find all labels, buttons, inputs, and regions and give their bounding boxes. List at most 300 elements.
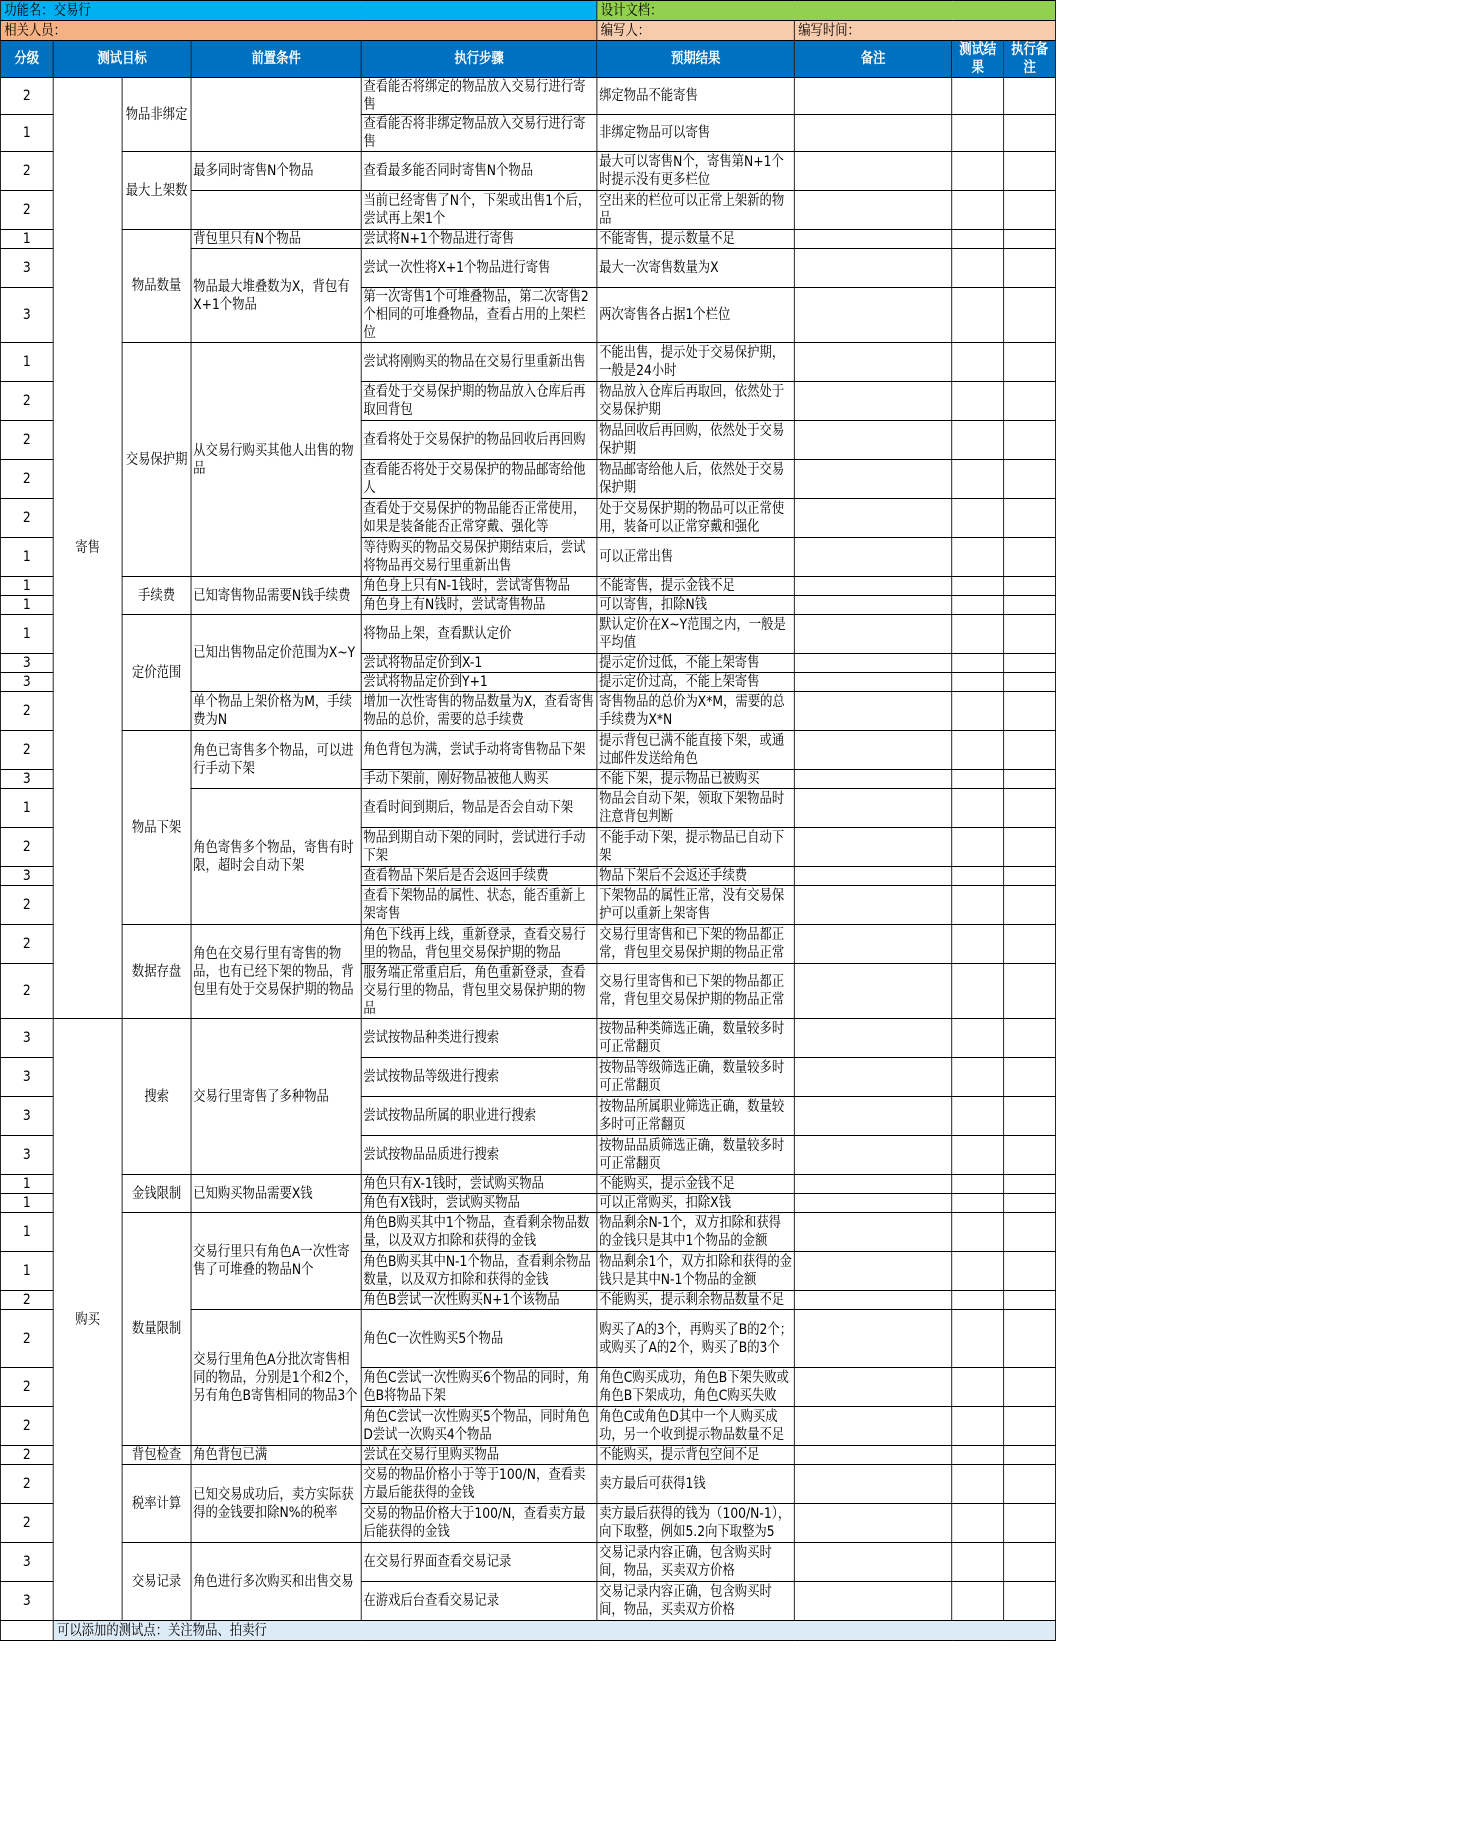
exec-remark-cell[interactable] xyxy=(1004,1504,1056,1543)
level-cell[interactable]: 1 xyxy=(0,1252,53,1291)
header-result[interactable]: 测试结果 xyxy=(952,41,1004,78)
category-cell[interactable]: 购买 xyxy=(53,1019,122,1621)
step-cell[interactable]: 查看下架物品的属性、状态，能否重新上架寄售 xyxy=(361,886,597,925)
write-time-cell[interactable]: 编写时间： xyxy=(794,21,1055,41)
result-cell[interactable] xyxy=(952,249,1004,288)
step-cell[interactable]: 第一次寄售1个可堆叠物品，第二次寄售2个相同的可堆叠物品，查看占用的上架栏位 xyxy=(361,288,597,343)
expected-cell[interactable]: 物品剩余1个，双方扣除和获得的金钱只是其中N-1个物品的金额 xyxy=(597,1252,794,1291)
level-cell[interactable]: 2 xyxy=(0,499,53,538)
result-cell[interactable] xyxy=(952,770,1004,789)
footer-note[interactable]: 可以添加的测试点：关注物品、拍卖行 xyxy=(53,1621,1055,1641)
expected-cell[interactable]: 交易记录内容正确，包含购买时间，物品，买卖双方价格 xyxy=(597,1543,794,1582)
level-cell[interactable]: 2 xyxy=(0,964,53,1019)
exec-remark-cell[interactable] xyxy=(1004,1368,1056,1407)
remark-cell[interactable] xyxy=(794,191,951,230)
result-cell[interactable] xyxy=(952,596,1004,615)
exec-remark-cell[interactable] xyxy=(1004,692,1056,731)
step-cell[interactable]: 等待购买的物品交易保护期结束后，尝试将物品再交易行里重新出售 xyxy=(361,538,597,577)
result-cell[interactable] xyxy=(952,1175,1004,1194)
result-cell[interactable] xyxy=(952,421,1004,460)
remark-cell[interactable] xyxy=(794,421,951,460)
remark-cell[interactable] xyxy=(794,1465,951,1504)
remark-cell[interactable] xyxy=(794,115,951,152)
step-cell[interactable]: 角色身上有N钱时，尝试寄售物品 xyxy=(361,596,597,615)
level-cell[interactable]: 2 xyxy=(0,731,53,770)
result-cell[interactable] xyxy=(952,789,1004,828)
step-cell[interactable]: 在游戏后台查看交易记录 xyxy=(361,1582,597,1621)
expected-cell[interactable]: 物品邮寄给他人后，依然处于交易保护期 xyxy=(597,460,794,499)
step-cell[interactable]: 角色只有X-1钱时，尝试购买物品 xyxy=(361,1175,597,1194)
exec-remark-cell[interactable] xyxy=(1004,1252,1056,1291)
step-cell[interactable]: 角色C尝试一次性购买6个物品的同时，角色B将物品下架 xyxy=(361,1368,597,1407)
expected-cell[interactable]: 交易行里寄售和已下架的物品都正常，背包里交易保护期的物品正常 xyxy=(597,964,794,1019)
result-cell[interactable] xyxy=(952,115,1004,152)
result-cell[interactable] xyxy=(952,654,1004,673)
remark-cell[interactable] xyxy=(794,1407,951,1446)
step-cell[interactable]: 查看处于交易保护的物品能否正常使用，如果是装备能否正常穿戴、强化等 xyxy=(361,499,597,538)
level-cell[interactable]: 1 xyxy=(0,789,53,828)
result-cell[interactable] xyxy=(952,867,1004,886)
exec-remark-cell[interactable] xyxy=(1004,596,1056,615)
exec-remark-cell[interactable] xyxy=(1004,78,1056,115)
remark-cell[interactable] xyxy=(794,925,951,964)
level-cell[interactable]: 2 xyxy=(0,828,53,867)
exec-remark-cell[interactable] xyxy=(1004,191,1056,230)
precondition-cell[interactable]: 最多同时寄售N个物品 xyxy=(191,152,361,191)
remark-cell[interactable] xyxy=(794,1213,951,1252)
precondition-cell[interactable] xyxy=(191,191,361,230)
result-cell[interactable] xyxy=(952,1543,1004,1582)
step-cell[interactable]: 角色B尝试一次性购买N+1个该物品 xyxy=(361,1291,597,1310)
exec-remark-cell[interactable] xyxy=(1004,1019,1056,1058)
target-cell[interactable]: 数量限制 xyxy=(122,1213,191,1446)
expected-cell[interactable]: 交易记录内容正确，包含购买时间，物品，买卖双方价格 xyxy=(597,1582,794,1621)
result-cell[interactable] xyxy=(952,577,1004,596)
step-cell[interactable]: 角色身上只有N-1钱时，尝试寄售物品 xyxy=(361,577,597,596)
target-cell[interactable]: 定价范围 xyxy=(122,615,191,731)
result-cell[interactable] xyxy=(952,828,1004,867)
remark-cell[interactable] xyxy=(794,1194,951,1213)
expected-cell[interactable]: 按物品品质筛选正确，数量较多时可正常翻页 xyxy=(597,1136,794,1175)
result-cell[interactable] xyxy=(952,1310,1004,1368)
expected-cell[interactable]: 角色C或角色D其中一个人购买成功，另一个收到提示物品数量不足 xyxy=(597,1407,794,1446)
level-cell[interactable]: 3 xyxy=(0,654,53,673)
step-cell[interactable]: 当前已经寄售了N个，下架或出售1个后，尝试再上架1个 xyxy=(361,191,597,230)
exec-remark-cell[interactable] xyxy=(1004,1407,1056,1446)
target-cell[interactable]: 背包检查 xyxy=(122,1446,191,1465)
result-cell[interactable] xyxy=(952,191,1004,230)
writer-cell[interactable]: 编写人： xyxy=(597,21,794,41)
remark-cell[interactable] xyxy=(794,1368,951,1407)
remark-cell[interactable] xyxy=(794,1058,951,1097)
level-cell[interactable]: 1 xyxy=(0,343,53,382)
step-cell[interactable]: 尝试将物品定价到Y+1 xyxy=(361,673,597,692)
result-cell[interactable] xyxy=(952,731,1004,770)
exec-remark-cell[interactable] xyxy=(1004,789,1056,828)
remark-cell[interactable] xyxy=(794,692,951,731)
target-cell[interactable]: 物品数量 xyxy=(122,230,191,343)
step-cell[interactable]: 角色C一次性购买5个物品 xyxy=(361,1310,597,1368)
level-cell[interactable]: 2 xyxy=(0,1310,53,1368)
remark-cell[interactable] xyxy=(794,343,951,382)
result-cell[interactable] xyxy=(952,1097,1004,1136)
exec-remark-cell[interactable] xyxy=(1004,343,1056,382)
level-cell[interactable]: 2 xyxy=(0,1407,53,1446)
remark-cell[interactable] xyxy=(794,1252,951,1291)
exec-remark-cell[interactable] xyxy=(1004,421,1056,460)
remark-cell[interactable] xyxy=(794,499,951,538)
result-cell[interactable] xyxy=(952,886,1004,925)
step-cell[interactable]: 交易的物品价格小于等于100/N，查看卖方最后能获得的金钱 xyxy=(361,1465,597,1504)
exec-remark-cell[interactable] xyxy=(1004,1582,1056,1621)
expected-cell[interactable]: 物品剩余N-1个，双方扣除和获得的金钱只是其中1个物品的金额 xyxy=(597,1213,794,1252)
remark-cell[interactable] xyxy=(794,230,951,249)
level-cell[interactable]: 3 xyxy=(0,1543,53,1582)
result-cell[interactable] xyxy=(952,673,1004,692)
expected-cell[interactable]: 不能下架，提示物品已被购买 xyxy=(597,770,794,789)
exec-remark-cell[interactable] xyxy=(1004,1310,1056,1368)
step-cell[interactable]: 尝试将刚购买的物品在交易行里重新出售 xyxy=(361,343,597,382)
precondition-cell[interactable]: 角色已寄售多个物品，可以进行手动下架 xyxy=(191,731,361,789)
result-cell[interactable] xyxy=(952,1252,1004,1291)
expected-cell[interactable]: 可以正常购买，扣除X钱 xyxy=(597,1194,794,1213)
level-cell[interactable]: 3 xyxy=(0,288,53,343)
step-cell[interactable]: 尝试按物品等级进行搜索 xyxy=(361,1058,597,1097)
exec-remark-cell[interactable] xyxy=(1004,654,1056,673)
precondition-cell[interactable]: 已知购买物品需要X钱 xyxy=(191,1175,361,1213)
result-cell[interactable] xyxy=(952,499,1004,538)
exec-remark-cell[interactable] xyxy=(1004,1446,1056,1465)
precondition-cell[interactable]: 已知交易成功后，卖方实际获得的金钱要扣除N%的税率 xyxy=(191,1465,361,1543)
expected-cell[interactable]: 默认定价在X~Y范围之内，一般是平均值 xyxy=(597,615,794,654)
exec-remark-cell[interactable] xyxy=(1004,1543,1056,1582)
expected-cell[interactable]: 可以正常出售 xyxy=(597,538,794,577)
precondition-cell[interactable]: 角色在交易行里有寄售的物品，也有已经下架的物品，背包里有处于交易保护期的物品 xyxy=(191,925,361,1019)
remark-cell[interactable] xyxy=(794,828,951,867)
level-cell[interactable]: 3 xyxy=(0,673,53,692)
expected-cell[interactable]: 不能手动下架，提示物品已自动下架 xyxy=(597,828,794,867)
exec-remark-cell[interactable] xyxy=(1004,1136,1056,1175)
step-cell[interactable]: 将物品上架，查看默认定价 xyxy=(361,615,597,654)
result-cell[interactable] xyxy=(952,1368,1004,1407)
level-cell[interactable]: 3 xyxy=(0,1019,53,1058)
result-cell[interactable] xyxy=(952,1504,1004,1543)
precondition-cell[interactable]: 交易行里寄售了多种物品 xyxy=(191,1019,361,1175)
remark-cell[interactable] xyxy=(794,78,951,115)
level-cell[interactable]: 2 xyxy=(0,78,53,115)
step-cell[interactable]: 尝试将N+1个物品进行寄售 xyxy=(361,230,597,249)
precondition-cell[interactable]: 物品最大堆叠数为X，背包有X+1个物品 xyxy=(191,249,361,343)
level-cell[interactable]: 1 xyxy=(0,1213,53,1252)
expected-cell[interactable]: 非绑定物品可以寄售 xyxy=(597,115,794,152)
step-cell[interactable]: 查看最多能否同时寄售N个物品 xyxy=(361,152,597,191)
level-cell[interactable]: 1 xyxy=(0,1194,53,1213)
result-cell[interactable] xyxy=(952,1291,1004,1310)
level-cell[interactable]: 2 xyxy=(0,382,53,421)
remark-cell[interactable] xyxy=(794,460,951,499)
expected-cell[interactable]: 寄售物品的总价为X*M，需要的总手续费为X*N xyxy=(597,692,794,731)
result-cell[interactable] xyxy=(952,1582,1004,1621)
exec-remark-cell[interactable] xyxy=(1004,1194,1056,1213)
remark-cell[interactable] xyxy=(794,382,951,421)
result-cell[interactable] xyxy=(952,1465,1004,1504)
step-cell[interactable]: 角色下线再上线，重新登录，查看交易行里的物品，背包里交易保护期的物品 xyxy=(361,925,597,964)
target-cell[interactable]: 交易保护期 xyxy=(122,343,191,577)
result-cell[interactable] xyxy=(952,1136,1004,1175)
design-doc-cell[interactable]: 设计文档： xyxy=(597,1,1056,21)
exec-remark-cell[interactable] xyxy=(1004,152,1056,191)
level-cell[interactable]: 1 xyxy=(0,577,53,596)
precondition-cell[interactable]: 角色寄售多个物品，寄售有时限，超时会自动下架 xyxy=(191,789,361,925)
expected-cell[interactable]: 不能寄售，提示金钱不足 xyxy=(597,577,794,596)
expected-cell[interactable]: 两次寄售各占据1个栏位 xyxy=(597,288,794,343)
result-cell[interactable] xyxy=(952,925,1004,964)
step-cell[interactable]: 尝试按物品所属的职业进行搜索 xyxy=(361,1097,597,1136)
header-expected[interactable]: 预期结果 xyxy=(597,41,794,78)
target-cell[interactable]: 物品非绑定 xyxy=(122,78,191,152)
level-cell[interactable]: 1 xyxy=(0,538,53,577)
step-cell[interactable]: 查看处于交易保护期的物品放入仓库后再取回背包 xyxy=(361,382,597,421)
remark-cell[interactable] xyxy=(794,867,951,886)
exec-remark-cell[interactable] xyxy=(1004,1058,1056,1097)
remark-cell[interactable] xyxy=(794,770,951,789)
step-cell[interactable]: 角色C尝试一次性购买5个物品，同时角色D尝试一次购买4个物品 xyxy=(361,1407,597,1446)
result-cell[interactable] xyxy=(952,1446,1004,1465)
remark-cell[interactable] xyxy=(794,964,951,1019)
expected-cell[interactable]: 物品回收后再回购，依然处于交易保护期 xyxy=(597,421,794,460)
result-cell[interactable] xyxy=(952,460,1004,499)
remark-cell[interactable] xyxy=(794,1504,951,1543)
precondition-cell[interactable]: 已知寄售物品需要N钱手续费 xyxy=(191,577,361,615)
step-cell[interactable]: 在交易行界面查看交易记录 xyxy=(361,1543,597,1582)
step-cell[interactable]: 增加一次性寄售的物品数量为X，查看寄售物品的总价，需要的总手续费 xyxy=(361,692,597,731)
level-cell[interactable]: 2 xyxy=(0,191,53,230)
remark-cell[interactable] xyxy=(794,1097,951,1136)
expected-cell[interactable]: 最大可以寄售N个，寄售第N+1个时提示没有更多栏位 xyxy=(597,152,794,191)
level-cell[interactable]: 3 xyxy=(0,1582,53,1621)
step-cell[interactable]: 查看能否将非绑定物品放入交易行进行寄售 xyxy=(361,115,597,152)
step-cell[interactable]: 角色B购买其中N-1个物品，查看剩余物品数量，以及双方扣除和获得的金钱 xyxy=(361,1252,597,1291)
expected-cell[interactable]: 不能出售，提示处于交易保护期，一般是24小时 xyxy=(597,343,794,382)
step-cell[interactable]: 尝试在交易行里购买物品 xyxy=(361,1446,597,1465)
remark-cell[interactable] xyxy=(794,673,951,692)
result-cell[interactable] xyxy=(952,382,1004,421)
remark-cell[interactable] xyxy=(794,1310,951,1368)
exec-remark-cell[interactable] xyxy=(1004,1465,1056,1504)
result-cell[interactable] xyxy=(952,230,1004,249)
expected-cell[interactable]: 提示背包已满不能直接下架，或通过邮件发送给角色 xyxy=(597,731,794,770)
expected-cell[interactable]: 不能购买，提示背包空间不足 xyxy=(597,1446,794,1465)
remark-cell[interactable] xyxy=(794,249,951,288)
remark-cell[interactable] xyxy=(794,538,951,577)
step-cell[interactable]: 查看能否将绑定的物品放入交易行进行寄售 xyxy=(361,78,597,115)
header-target[interactable]: 测试目标 xyxy=(53,41,191,78)
step-cell[interactable]: 查看物品下架后是否会返回手续费 xyxy=(361,867,597,886)
level-cell[interactable]: 1 xyxy=(0,615,53,654)
exec-remark-cell[interactable] xyxy=(1004,770,1056,789)
expected-cell[interactable]: 最大一次寄售数量为X xyxy=(597,249,794,288)
target-cell[interactable]: 数据存盘 xyxy=(122,925,191,1019)
exec-remark-cell[interactable] xyxy=(1004,925,1056,964)
expected-cell[interactable]: 空出来的栏位可以正常上架新的物品 xyxy=(597,191,794,230)
step-cell[interactable]: 查看能否将处于交易保护的物品邮寄给他人 xyxy=(361,460,597,499)
precondition-cell[interactable]: 单个物品上架价格为M，手续费为N xyxy=(191,692,361,731)
level-cell[interactable]: 2 xyxy=(0,692,53,731)
precondition-cell[interactable]: 从交易行购买其他人出售的物品 xyxy=(191,343,361,577)
expected-cell[interactable]: 物品下架后不会返还手续费 xyxy=(597,867,794,886)
level-cell[interactable]: 3 xyxy=(0,867,53,886)
remark-cell[interactable] xyxy=(794,1175,951,1194)
exec-remark-cell[interactable] xyxy=(1004,615,1056,654)
step-cell[interactable]: 尝试将物品定价到X-1 xyxy=(361,654,597,673)
expected-cell[interactable]: 提示定价过高，不能上架寄售 xyxy=(597,673,794,692)
expected-cell[interactable]: 不能购买，提示金钱不足 xyxy=(597,1175,794,1194)
exec-remark-cell[interactable] xyxy=(1004,577,1056,596)
level-cell[interactable]: 2 xyxy=(0,886,53,925)
remark-cell[interactable] xyxy=(794,1446,951,1465)
remark-cell[interactable] xyxy=(794,1291,951,1310)
exec-remark-cell[interactable] xyxy=(1004,382,1056,421)
exec-remark-cell[interactable] xyxy=(1004,499,1056,538)
exec-remark-cell[interactable] xyxy=(1004,230,1056,249)
expected-cell[interactable]: 不能寄售，提示数量不足 xyxy=(597,230,794,249)
step-cell[interactable]: 服务端正常重启后，角色重新登录，查看交易行里的物品，背包里交易保护期的物品 xyxy=(361,964,597,1019)
result-cell[interactable] xyxy=(952,288,1004,343)
header-precondition[interactable]: 前置条件 xyxy=(191,41,361,78)
expected-cell[interactable]: 卖方最后获得的钱为（100/N-1），向下取整，例如5.2向下取整为5 xyxy=(597,1504,794,1543)
remark-cell[interactable] xyxy=(794,1136,951,1175)
precondition-cell[interactable] xyxy=(191,78,361,152)
level-cell[interactable]: 1 xyxy=(0,596,53,615)
header-remark[interactable]: 备注 xyxy=(794,41,951,78)
precondition-cell[interactable]: 背包里只有N个物品 xyxy=(191,230,361,249)
expected-cell[interactable]: 交易行里寄售和已下架的物品都正常，背包里交易保护期的物品正常 xyxy=(597,925,794,964)
target-cell[interactable]: 金钱限制 xyxy=(122,1175,191,1213)
exec-remark-cell[interactable] xyxy=(1004,249,1056,288)
expected-cell[interactable]: 可以寄售，扣除N钱 xyxy=(597,596,794,615)
result-cell[interactable] xyxy=(952,152,1004,191)
level-cell[interactable]: 2 xyxy=(0,152,53,191)
expected-cell[interactable]: 按物品种类筛选正确，数量较多时可正常翻页 xyxy=(597,1019,794,1058)
result-cell[interactable] xyxy=(952,1019,1004,1058)
precondition-cell[interactable]: 角色背包已满 xyxy=(191,1446,361,1465)
level-cell[interactable]: 1 xyxy=(0,1175,53,1194)
result-cell[interactable] xyxy=(952,1407,1004,1446)
result-cell[interactable] xyxy=(952,615,1004,654)
result-cell[interactable] xyxy=(952,964,1004,1019)
remark-cell[interactable] xyxy=(794,577,951,596)
level-cell[interactable]: 3 xyxy=(0,1097,53,1136)
level-cell[interactable]: 2 xyxy=(0,1446,53,1465)
step-cell[interactable]: 角色B购买其中1个物品，查看剩余物品数量，以及双方扣除和获得的金钱 xyxy=(361,1213,597,1252)
remark-cell[interactable] xyxy=(794,615,951,654)
precondition-cell[interactable]: 已知出售物品定价范围为X~Y xyxy=(191,615,361,692)
result-cell[interactable] xyxy=(952,1194,1004,1213)
level-cell[interactable]: 2 xyxy=(0,1504,53,1543)
remark-cell[interactable] xyxy=(794,731,951,770)
expected-cell[interactable]: 下架物品的属性正常，没有交易保护可以重新上架寄售 xyxy=(597,886,794,925)
remark-cell[interactable] xyxy=(794,152,951,191)
step-cell[interactable]: 尝试按物品种类进行搜索 xyxy=(361,1019,597,1058)
step-cell[interactable]: 交易的物品价格大于100/N，查看卖方最后能获得的金钱 xyxy=(361,1504,597,1543)
level-cell[interactable]: 2 xyxy=(0,1291,53,1310)
target-cell[interactable]: 手续费 xyxy=(122,577,191,615)
target-cell[interactable]: 最大上架数 xyxy=(122,152,191,230)
expected-cell[interactable]: 不能购买，提示剩余物品数量不足 xyxy=(597,1291,794,1310)
remark-cell[interactable] xyxy=(794,886,951,925)
target-cell[interactable]: 物品下架 xyxy=(122,731,191,925)
header-exec-remark[interactable]: 执行备注 xyxy=(1004,41,1056,78)
level-cell[interactable]: 3 xyxy=(0,770,53,789)
expected-cell[interactable]: 卖方最后可获得1钱 xyxy=(597,1465,794,1504)
exec-remark-cell[interactable] xyxy=(1004,115,1056,152)
exec-remark-cell[interactable] xyxy=(1004,964,1056,1019)
result-cell[interactable] xyxy=(952,538,1004,577)
function-name-cell[interactable]: 功能名：交易行 xyxy=(0,1,597,21)
precondition-cell[interactable]: 角色进行多次购买和出售交易 xyxy=(191,1543,361,1621)
result-cell[interactable] xyxy=(952,78,1004,115)
exec-remark-cell[interactable] xyxy=(1004,460,1056,499)
exec-remark-cell[interactable] xyxy=(1004,867,1056,886)
category-cell[interactable]: 寄售 xyxy=(53,78,122,1019)
result-cell[interactable] xyxy=(952,1213,1004,1252)
result-cell[interactable] xyxy=(952,343,1004,382)
target-cell[interactable]: 税率计算 xyxy=(122,1465,191,1543)
step-cell[interactable]: 尝试一次性将X+1个物品进行寄售 xyxy=(361,249,597,288)
level-cell[interactable]: 2 xyxy=(0,925,53,964)
expected-cell[interactable]: 提示定价过低，不能上架寄售 xyxy=(597,654,794,673)
exec-remark-cell[interactable] xyxy=(1004,1291,1056,1310)
precondition-cell[interactable]: 交易行里只有角色A一次性寄售了可堆叠的物品N个 xyxy=(191,1213,361,1310)
people-cell[interactable]: 相关人员： xyxy=(0,21,597,41)
remark-cell[interactable] xyxy=(794,1582,951,1621)
remark-cell[interactable] xyxy=(794,596,951,615)
exec-remark-cell[interactable] xyxy=(1004,731,1056,770)
expected-cell[interactable]: 绑定物品不能寄售 xyxy=(597,78,794,115)
expected-cell[interactable]: 按物品所属职业筛选正确，数量较多时可正常翻页 xyxy=(597,1097,794,1136)
remark-cell[interactable] xyxy=(794,1019,951,1058)
level-cell[interactable]: 2 xyxy=(0,1465,53,1504)
result-cell[interactable] xyxy=(952,692,1004,731)
step-cell[interactable]: 物品到期自动下架的同时，尝试进行手动下架 xyxy=(361,828,597,867)
level-cell[interactable]: 2 xyxy=(0,421,53,460)
precondition-cell[interactable]: 交易行里角色A分批次寄售相同的物品，分别是1个和2个，另有角色B寄售相同的物品3个 xyxy=(191,1310,361,1446)
expected-cell[interactable]: 购买了A的3个，再购买了B的2个；或购买了A的2个，购买了B的3个 xyxy=(597,1310,794,1368)
remark-cell[interactable] xyxy=(794,1543,951,1582)
level-cell[interactable]: 1 xyxy=(0,115,53,152)
step-cell[interactable]: 角色背包为满，尝试手动将寄售物品下架 xyxy=(361,731,597,770)
exec-remark-cell[interactable] xyxy=(1004,828,1056,867)
expected-cell[interactable]: 按物品等级筛选正确，数量较多时可正常翻页 xyxy=(597,1058,794,1097)
step-cell[interactable]: 尝试按物品品质进行搜索 xyxy=(361,1136,597,1175)
exec-remark-cell[interactable] xyxy=(1004,1175,1056,1194)
level-cell[interactable]: 3 xyxy=(0,249,53,288)
exec-remark-cell[interactable] xyxy=(1004,1097,1056,1136)
remark-cell[interactable] xyxy=(794,654,951,673)
exec-remark-cell[interactable] xyxy=(1004,886,1056,925)
step-cell[interactable]: 角色有X钱时，尝试购买物品 xyxy=(361,1194,597,1213)
exec-remark-cell[interactable] xyxy=(1004,673,1056,692)
level-cell[interactable]: 3 xyxy=(0,1058,53,1097)
level-cell[interactable]: 2 xyxy=(0,1368,53,1407)
expected-cell[interactable]: 处于交易保护期的物品可以正常使用，装备可以正常穿戴和强化 xyxy=(597,499,794,538)
exec-remark-cell[interactable] xyxy=(1004,538,1056,577)
level-cell[interactable]: 3 xyxy=(0,1136,53,1175)
footer-empty-cell[interactable] xyxy=(0,1621,53,1641)
exec-remark-cell[interactable] xyxy=(1004,288,1056,343)
step-cell[interactable]: 查看将处于交易保护的物品回收后再回购 xyxy=(361,421,597,460)
target-cell[interactable]: 搜索 xyxy=(122,1019,191,1175)
